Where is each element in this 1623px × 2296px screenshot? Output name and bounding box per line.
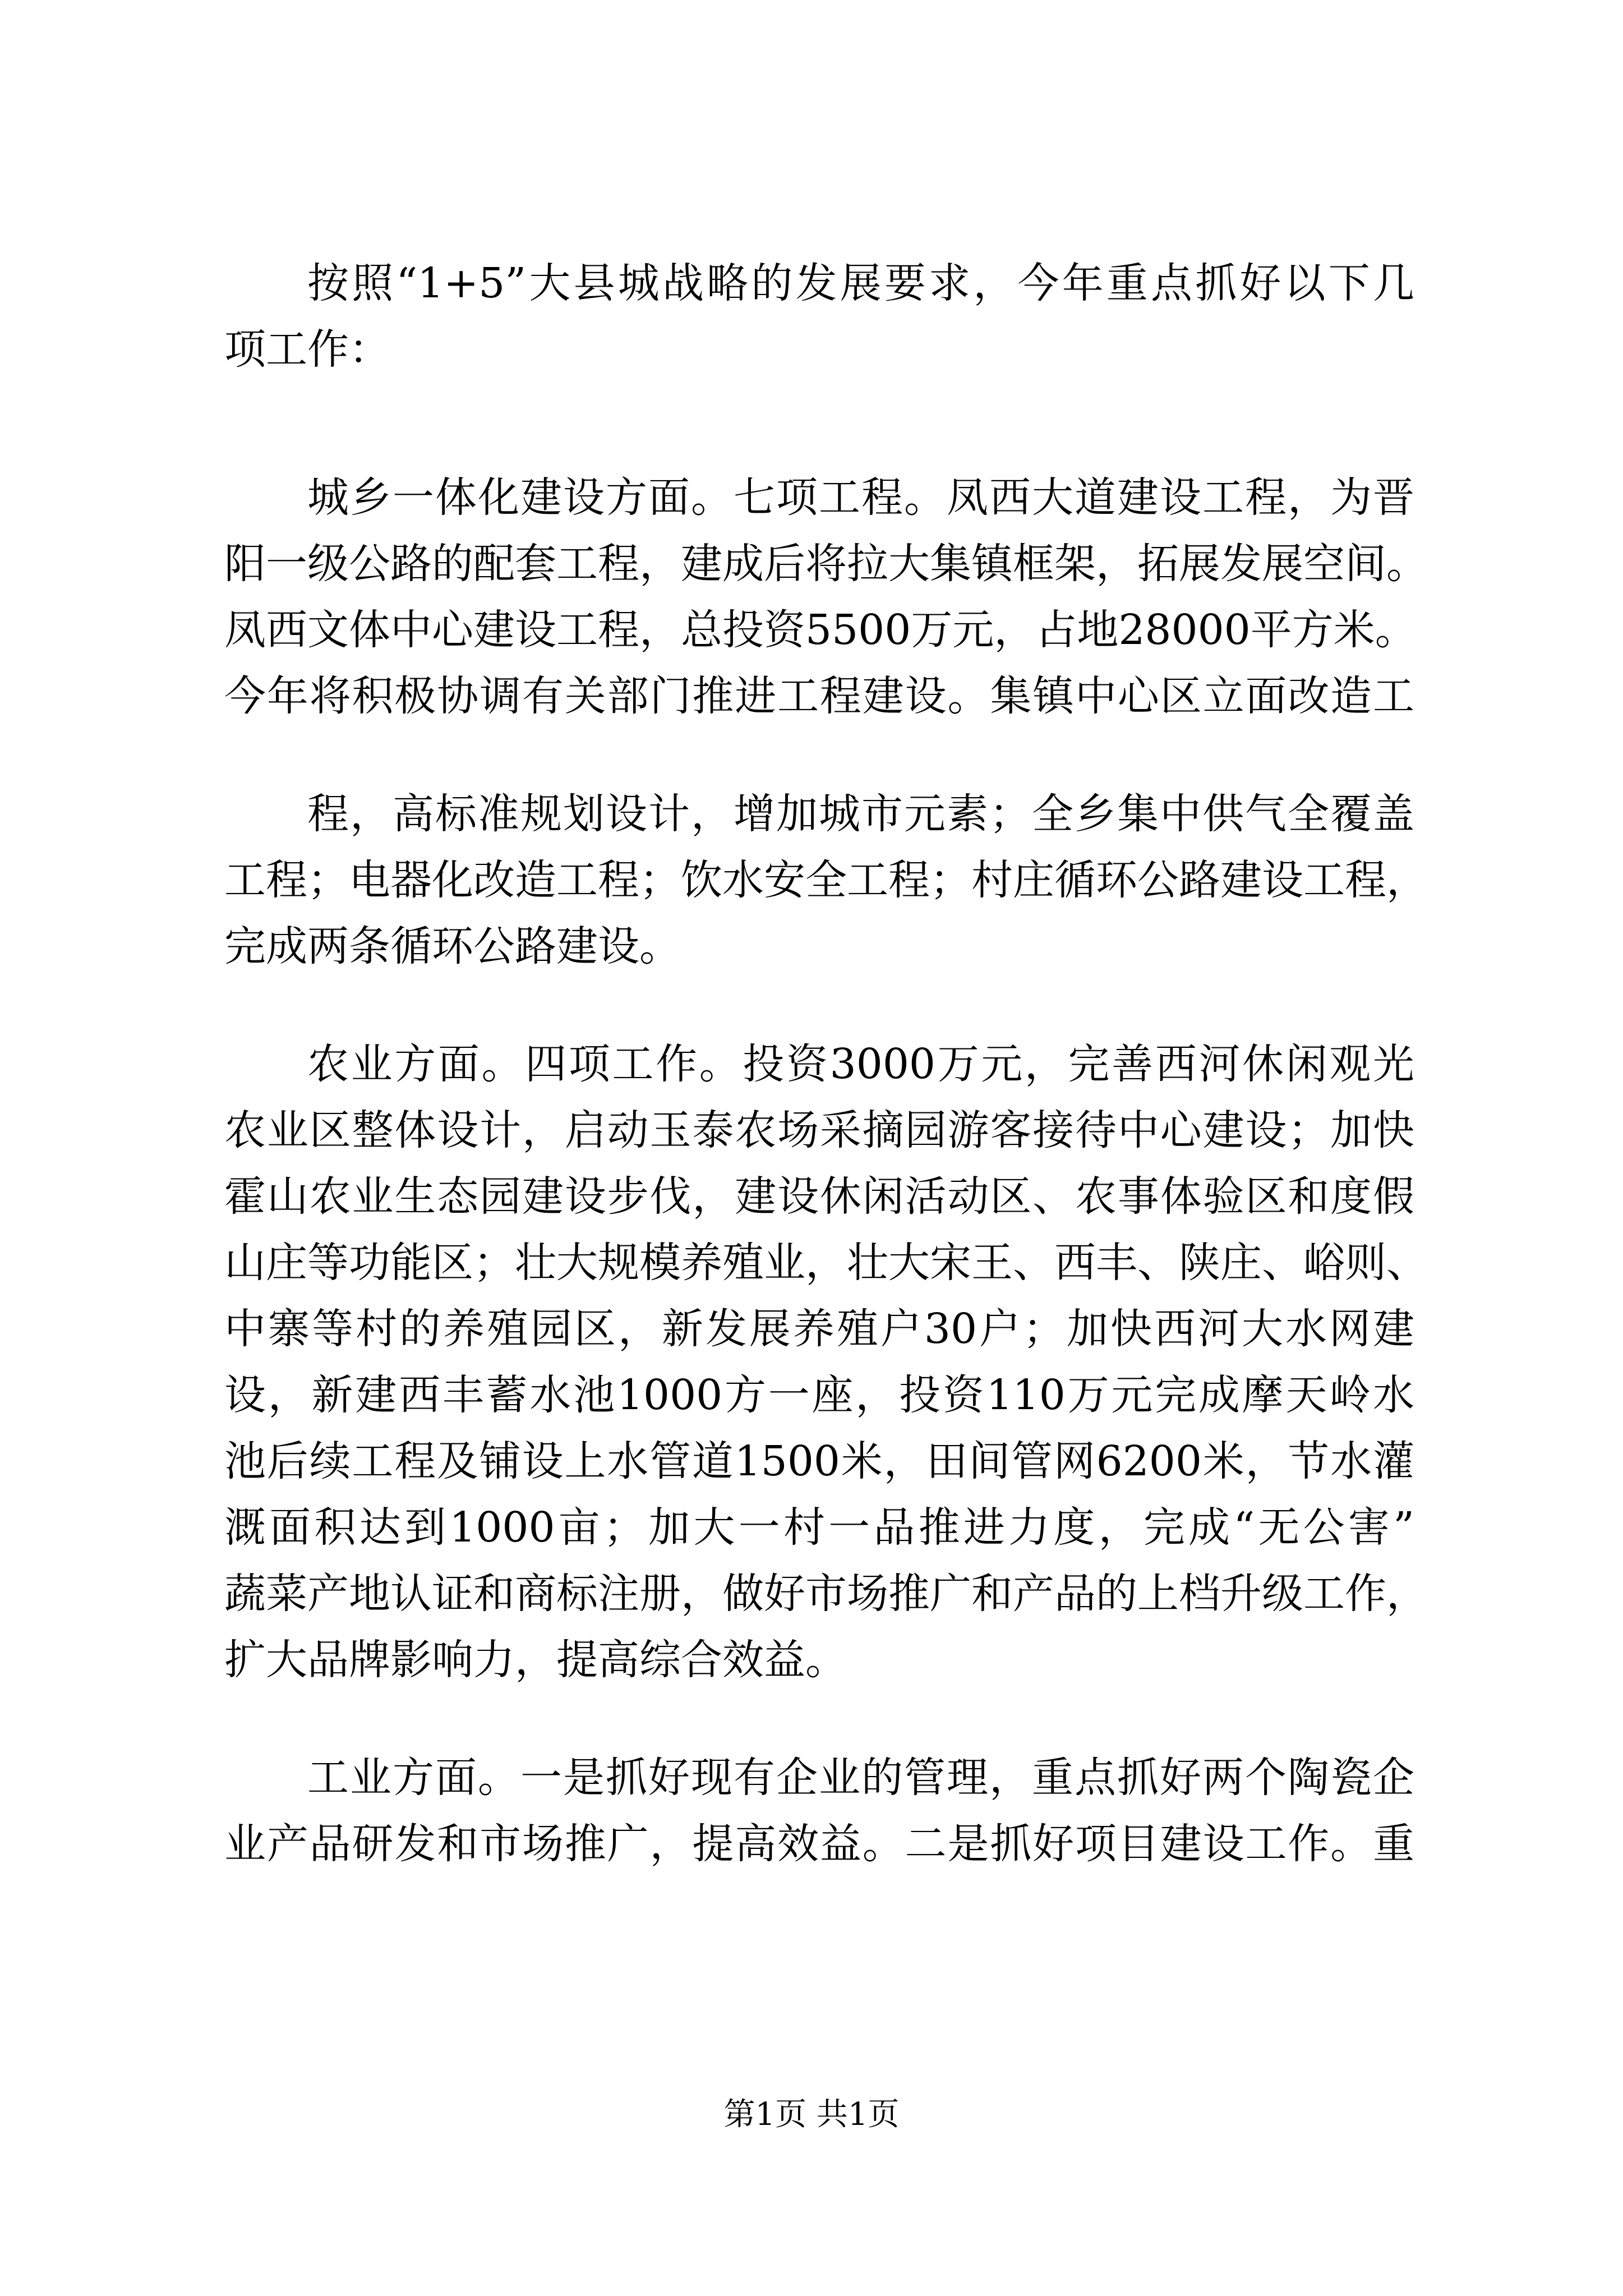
text-line: 完成两条循环公路建设。 bbox=[224, 922, 681, 970]
text-line: 工程；电器化改造工程；饮水安全工程；村庄循环公路建设工程， bbox=[224, 856, 1428, 904]
text-line: 城乡一体化建设方面。七项工程。凤西大道建设工程，为晋 bbox=[307, 473, 1414, 522]
text-line: 设，新建西丰蓄水池1000方一座，投资110万元完成摩天岭水 bbox=[224, 1371, 1414, 1419]
text-line: 霍山农业生态园建设步伐，建设休闲活动区、农事体验区和度假 bbox=[224, 1172, 1414, 1221]
text-line: 山庄等功能区；壮大规模养殖业，壮大宋王、西丰、陕庄、峪则、 bbox=[224, 1239, 1428, 1287]
page-footer: 第1页 共1页 bbox=[723, 2096, 900, 2133]
text-line: 蔬菜产地认证和商标注册，做好市场推广和产品的上档升级工作， bbox=[224, 1570, 1428, 1618]
text-line: 中寨等村的养殖园区，新发展养殖户30户；加快西河大水网建 bbox=[224, 1305, 1414, 1353]
text-line: 池后续工程及铺设上水管道1500米，田间管网6200米，节水灌 bbox=[224, 1437, 1414, 1485]
text-line: 今年将积极协调有关部门推进工程建设。集镇中心区立面改造工 bbox=[224, 672, 1414, 720]
text-line: 业产品研发和市场推广，提高效益。二是抓好项目建设工作。重 bbox=[224, 1820, 1414, 1868]
text-line: 项工作： bbox=[224, 325, 390, 374]
text-line: 按照“1+5”大县城战略的发展要求，今年重点抓好以下几 bbox=[307, 259, 1414, 307]
text-line: 扩大品牌影响力，提高综合效益。 bbox=[224, 1636, 847, 1684]
text-line: 农业区整体设计，启动玉泰农场采摘园游客接待中心建设；加快 bbox=[224, 1106, 1414, 1154]
text-line: 程，高标准规划设计，增加城市元素；全乡集中供气全覆盖 bbox=[307, 790, 1414, 838]
text-line: 凤西文体中心建设工程，总投资5500万元，占地28000平方米。 bbox=[224, 606, 1417, 654]
text-line: 阳一级公路的配套工程，建成后将拉大集镇框架，拓展发展空间。 bbox=[224, 540, 1428, 588]
text-line: 工业方面。一是抓好现有企业的管理，重点抓好两个陶瓷企 bbox=[307, 1754, 1414, 1802]
text-line: 溉面积达到1000亩；加大一村一品推进力度，完成“无公害” bbox=[224, 1503, 1414, 1552]
text-line: 农业方面。四项工作。投资3000万元，完善西河休闲观光 bbox=[307, 1040, 1414, 1088]
